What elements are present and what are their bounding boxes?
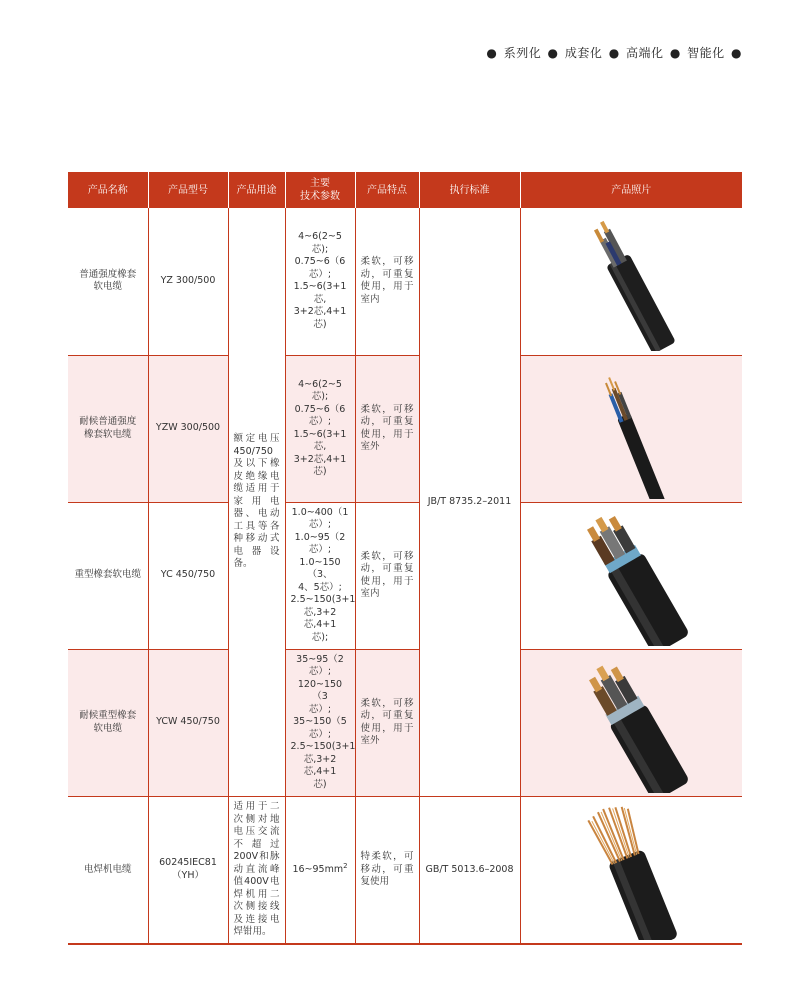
product-params: 1.0~400（1 芯）; 1.0~95（2 芯）; 1.0~150（3、 4、5芯）; 2.5~150(3+1 芯,3+2芯,4+1 芯); [285, 502, 355, 649]
header-photo: 产品照片 [520, 172, 742, 208]
product-params: 4~6(2~5芯); 0.75~6（6 芯）; 1.5~6(3+1芯, 3+2芯,4+1芯) [285, 208, 355, 355]
product-model: YC 450/750 [148, 502, 228, 649]
product-features: 柔软，可移动，可重复使用，用于室内 [355, 208, 419, 355]
cable-photo-5 [520, 796, 742, 944]
bullet-icon: ● [669, 46, 681, 60]
shared-usage: 额定电压450/750及以下橡皮绝缘电缆适用于家用电器、电动工具等各种移动式电器设备。 [228, 208, 285, 796]
product-features: 特柔软，可移动，可重复使用 [355, 796, 419, 944]
table-row [68, 208, 742, 355]
cable-image-icon [556, 359, 706, 499]
table-row [68, 796, 742, 944]
header-params: 主要 技术参数 [285, 172, 355, 208]
header-model: 产品型号 [148, 172, 228, 208]
product-standard: GB/T 5013.6–2008 [419, 796, 520, 944]
cable-photo-3 [520, 502, 742, 649]
table-row [68, 355, 742, 502]
tagline-item: 高端化 [626, 46, 664, 60]
header-features: 产品特点 [355, 172, 419, 208]
product-name: 耐候普通强度 橡套软电缆 [68, 355, 148, 502]
product-model: YZW 300/500 [148, 355, 228, 502]
shared-standard: JB/T 8735.2–2011 [419, 208, 520, 796]
product-usage: 适用于二次侧对地电压交流不超过200V和脉动直流峰值400V电焊机用二次侧接线及连接电焊钳用。 [228, 796, 285, 944]
header-usage: 产品用途 [228, 172, 285, 208]
product-params [285, 796, 355, 944]
tagline-item: 成套化 [564, 46, 603, 60]
product-name: 重型橡套软电缆 [68, 502, 148, 649]
header-standard: 执行标准 [419, 172, 520, 208]
bullet-icon: ● [486, 46, 498, 60]
cable-image-icon [556, 506, 706, 646]
product-params: 4~6(2~5芯); 0.75~6（6 芯）; 1.5~6(3+1芯, 3+2芯,4+1芯) [285, 355, 355, 502]
cable-photo-1 [520, 208, 742, 355]
cable-photo-2 [520, 355, 742, 502]
bullet-icon: ● [608, 46, 620, 60]
cable-photo-4 [520, 649, 742, 796]
product-features: 柔软，可移动，可重复使用，用于室外 [355, 355, 419, 502]
table-header-row [68, 172, 742, 208]
table-row [68, 502, 742, 649]
product-model: 60245IEC81 （YH） [148, 796, 228, 944]
params-text: 16~95mm [292, 863, 344, 875]
product-model: YZ 300/500 [148, 208, 228, 355]
params-superscript: 2 [343, 861, 348, 870]
product-params: 35~95（2 芯）; 120~150（3 芯）; 35~150（5 芯）; 2.5~150(3+1 芯,3+2芯,4+1 芯) [285, 649, 355, 796]
tagline-item: 智能化 [687, 46, 725, 60]
product-name: 电焊机电缆 [68, 796, 148, 944]
header-name: 产品名称 [68, 172, 148, 208]
cable-image-icon [556, 800, 706, 940]
cable-image-icon [556, 653, 706, 793]
product-features: 柔软，可移动，可重复使用，用于室外 [355, 649, 419, 796]
product-name: 耐候重型橡套 软电缆 [68, 649, 148, 796]
product-table [68, 172, 742, 945]
bullet-icon: ● [547, 46, 559, 60]
table-row [68, 649, 742, 796]
product-features: 柔软，可移动，可重复使用，用于室内 [355, 502, 419, 649]
tagline-item: 系列化 [503, 46, 542, 60]
product-name: 普通强度橡套 软电缆 [68, 208, 148, 355]
tagline [484, 44, 744, 61]
product-model: YCW 450/750 [148, 649, 228, 796]
bullet-icon: ● [731, 46, 742, 60]
cable-image-icon [556, 211, 706, 351]
